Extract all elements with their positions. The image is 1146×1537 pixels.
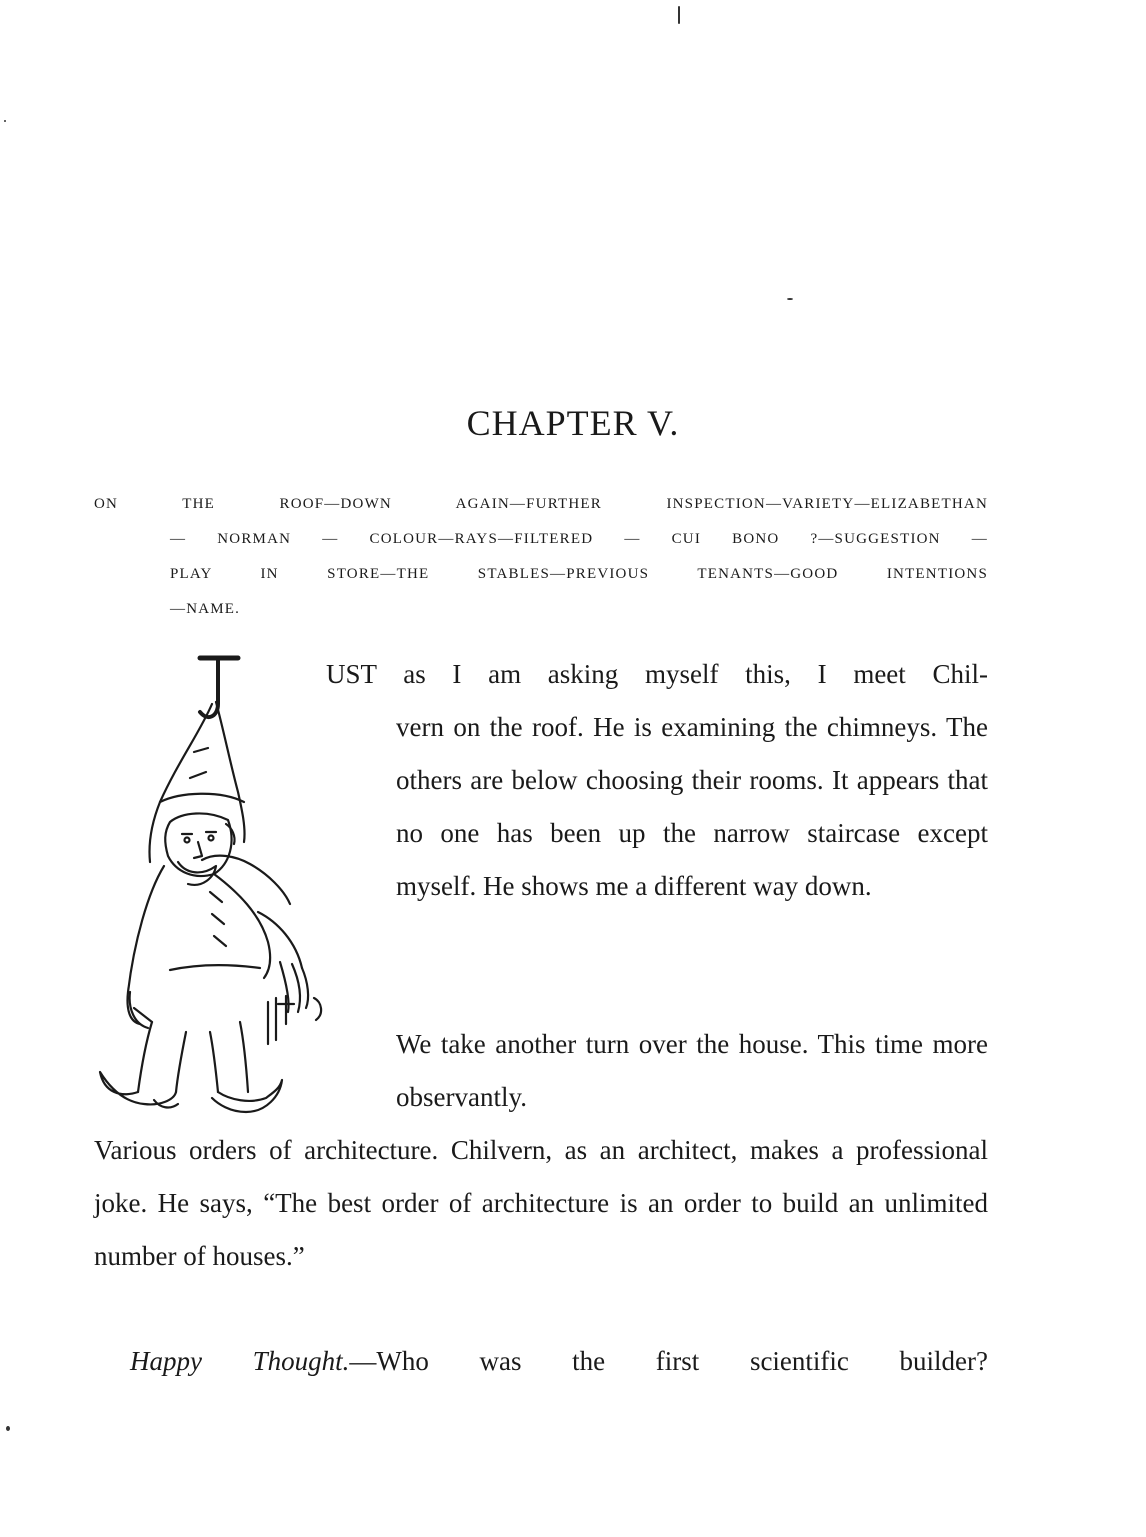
paragraph-2-start: We take another turn over the house. This time more observantly.	[396, 1029, 988, 1112]
scan-speck	[678, 6, 680, 24]
paragraph-1-rest: vern on the roof. He is examining the chimneys. The others are below choosing their rooms. It appears that no one has been up the narrow staircase except myself. He shows me a different way down.	[396, 712, 988, 901]
synopsis-line: —NAME.	[170, 601, 241, 617]
dropcap-illustration	[90, 652, 340, 1122]
chapter-title: CHAPTER V.	[466, 403, 680, 443]
scan-speck	[4, 120, 6, 122]
paragraph-1	[326, 648, 988, 913]
happy-thought-label: Happy Thought.	[130, 1346, 350, 1376]
synopsis-line: ON THE ROOF—DOWN AGAIN—FURTHER INSPECTION—VARIETY—ELIZABETHAN	[94, 496, 988, 512]
chapter-synopsis	[94, 487, 988, 627]
synopsis-line: PLAY IN STORE—THE STABLES—PREVIOUS TENANTS—GOOD INTENTIONS	[170, 566, 988, 582]
paragraph-3	[130, 1335, 988, 1388]
scan-speck	[787, 298, 793, 300]
paragraph-3-text: —Who was the first scientific builder?	[349, 1346, 989, 1376]
scan-speck	[6, 1426, 10, 1431]
paragraph-1-first-line: UST as I am asking myself this, I meet Chil-	[326, 659, 988, 689]
synopsis-line: — NORMAN — COLOUR—RAYS—FILTERED — CUI BONO ?—SUGGESTION —	[170, 531, 988, 547]
paragraph-2-rest: Various orders of architecture. Chilvern, as an architect, makes a professional joke. He says, “The best order of architecture is an order to build an unlimited number of houses.”	[94, 1135, 988, 1271]
